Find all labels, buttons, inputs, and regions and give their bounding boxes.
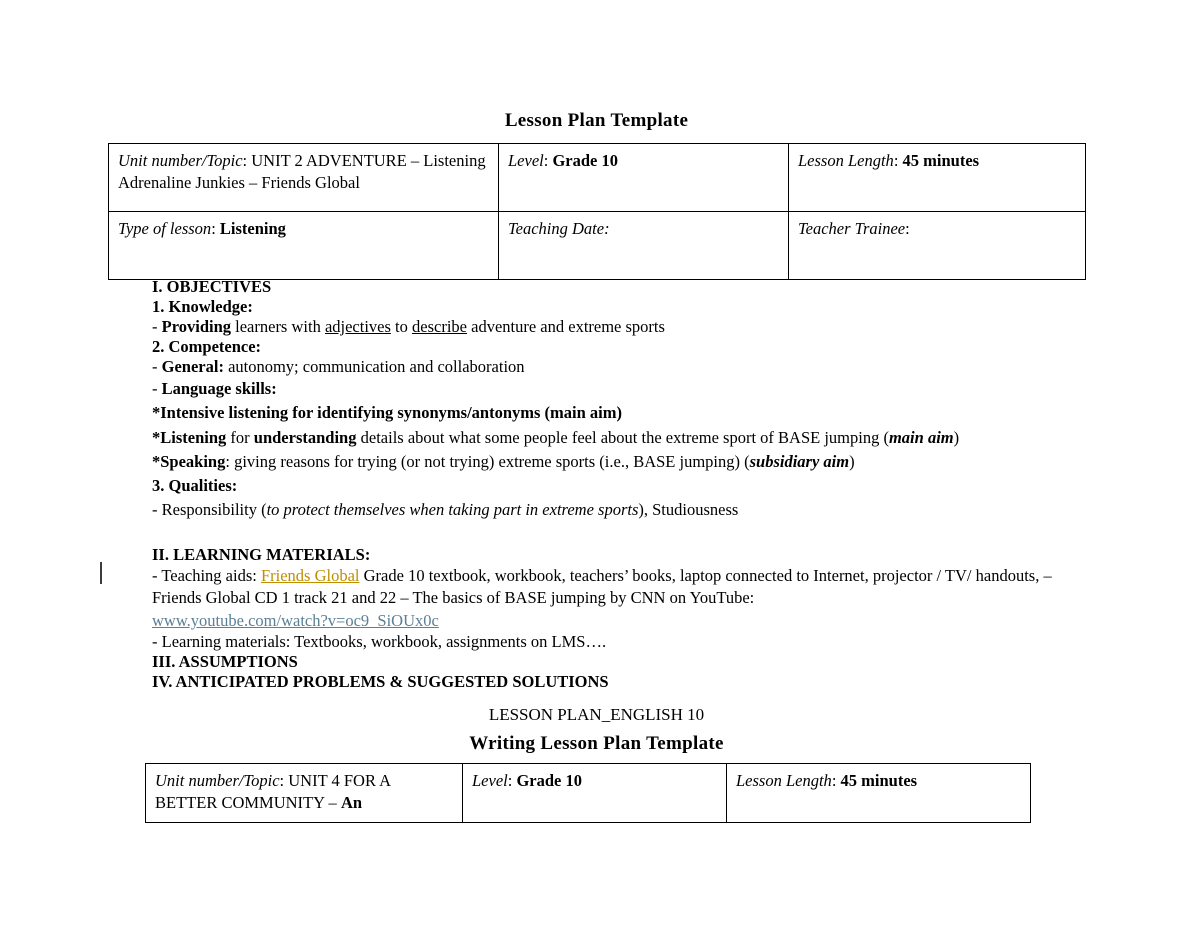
cell-unit-topic <box>146 764 463 823</box>
cell-label: Lesson Length <box>736 771 832 790</box>
youtube-url-line <box>152 610 1092 633</box>
table-row <box>109 212 1086 280</box>
qualities-heading: 3. Qualities: <box>152 476 238 496</box>
skill-listening <box>152 426 1092 450</box>
cell-label: Teaching Date: <box>508 219 610 238</box>
table-row <box>146 764 1031 823</box>
general-label: General: <box>161 357 224 376</box>
cell-value: Listening <box>219 219 286 238</box>
lesson-plan-header-table <box>108 143 1086 280</box>
cell-teacher-trainee <box>789 212 1086 280</box>
cell-label: Lesson Length <box>798 151 894 170</box>
skill-listening-text: details about what some people feel about the extreme sport of BASE jumping ( <box>356 427 889 447</box>
dash: - <box>152 379 162 398</box>
cell-value-bold: Grade 10 <box>516 771 582 790</box>
cell-separator: : <box>507 771 517 790</box>
writing-lesson-plan-title: Writing Lesson Plan Template <box>469 733 724 754</box>
teaching-aids-text: Grade 10 textbook, workbook, teachers’ books, laptop connected to Internet, projector / TV/ handouts, – Friends Global CD 1 track 21 and 22 – The basics of BASE jumping by CNN on YouTube: <box>152 565 1052 608</box>
assumptions-heading: III. ASSUMPTIONS <box>152 652 298 672</box>
knowledge-term-describe: describe <box>412 317 467 336</box>
cell-teaching-date <box>499 212 789 280</box>
cell-label: Level <box>472 771 508 790</box>
writing-lesson-plan-header-table <box>145 763 1031 823</box>
skill-listening-aim: main aim <box>888 427 954 447</box>
knowledge-mid-1: learners with <box>231 317 325 336</box>
general-text: autonomy; communication and collaboration <box>223 357 525 376</box>
skill-speaking <box>152 450 1092 474</box>
youtube-link[interactable]: www.youtube.com/watch?v=oc9_SiOUx0c <box>152 610 439 630</box>
page-title: Lesson Plan Template <box>504 110 689 131</box>
objectives-heading: I. OBJECTIVES <box>152 277 272 296</box>
cell-value: UNIT 2 ADVENTURE – Listening Adrenaline Junkies – Friends Global <box>118 151 486 192</box>
skill-listening-close: ) <box>953 427 960 447</box>
cell-label: Teacher Trainee <box>798 219 906 238</box>
cell-separator: : <box>893 151 903 170</box>
cell-level <box>499 144 789 212</box>
friends-global-link[interactable]: Friends Global <box>260 565 360 585</box>
knowledge-heading: 1. Knowledge: <box>152 297 253 316</box>
dash: - <box>152 317 162 336</box>
general-competence-item <box>152 357 1092 377</box>
cell-separator: : <box>543 151 553 170</box>
cell-level <box>463 764 727 823</box>
skill-speaking-text: : giving reasons for trying (or not trying) extreme sports (i.e., BASE jumping) ( <box>225 451 750 471</box>
teaching-aids-paragraph <box>152 565 1087 610</box>
cell-lesson-length <box>727 764 1031 823</box>
cell-unit-topic <box>109 144 499 212</box>
footer-label: LESSON PLAN_ENGLISH 10 <box>488 705 705 724</box>
skill-speaking-aim: subsidiary aim <box>749 451 850 471</box>
lesson-plan-body <box>152 277 1092 692</box>
knowledge-item <box>152 317 1092 337</box>
skill-speaking-label: *Speaking <box>152 451 226 471</box>
qualities-post: ), Studiousness <box>638 500 739 520</box>
cell-label: Unit number/Topic <box>118 151 243 170</box>
table-row <box>109 144 1086 212</box>
cell-separator: : <box>831 771 841 790</box>
qualities-item <box>152 498 1092 522</box>
cell-value: UNIT 4 FOR A BETTER COMMUNITY – <box>155 771 391 812</box>
section-spacer <box>152 523 1092 545</box>
skill-listening-bold: understanding <box>253 427 357 447</box>
knowledge-tail: adventure and extreme sports <box>467 317 665 336</box>
cell-value: Grade 10 <box>552 151 618 170</box>
cell-separator: : <box>279 771 289 790</box>
language-skills-item <box>152 377 1092 401</box>
knowledge-verb: Providing <box>161 317 232 336</box>
teaching-aids-label: - Teaching aids: <box>152 565 261 585</box>
qualities-note: to protect themselves when taking part in extreme sports <box>266 500 639 520</box>
knowledge-mid-2: to <box>390 317 413 336</box>
skill-listening-label: *Listening <box>152 427 227 447</box>
language-skills-label: Language skills: <box>161 379 277 398</box>
cell-type-of-lesson <box>109 212 499 280</box>
anticipated-problems-heading: IV. ANTICIPATED PROBLEMS & SUGGESTED SOLUTIONS <box>152 672 609 692</box>
cell-label: Type of lesson <box>118 219 212 238</box>
skill-intensive-listening: *Intensive listening for identifying synonyms/antonyms (main aim) <box>152 403 622 423</box>
cell-value-bold: 45 minutes <box>840 771 918 790</box>
cell-lesson-length <box>789 144 1086 212</box>
dash: - <box>152 357 162 376</box>
learning-materials-item: - Learning materials: Textbooks, workbook, assignments on LMS…. <box>152 632 607 652</box>
learning-materials-heading: II. LEARNING MATERIALS: <box>152 544 371 564</box>
skill-speaking-close: ) <box>849 451 855 471</box>
qualities-pre: - Responsibility ( <box>152 500 267 520</box>
cell-separator: : <box>242 151 252 170</box>
competence-heading: 2. Competence: <box>152 337 262 356</box>
cell-label: Unit number/Topic <box>155 771 280 790</box>
skill-listening-mid: for <box>226 427 254 447</box>
cell-label: Level <box>508 151 544 170</box>
knowledge-term-adjectives: adjectives <box>324 317 391 336</box>
revision-change-bar <box>100 562 102 584</box>
cell-separator: : <box>211 219 220 238</box>
cell-value-bold: An <box>340 792 363 812</box>
cell-separator: : <box>905 219 910 238</box>
cell-value: 45 minutes <box>902 151 980 170</box>
